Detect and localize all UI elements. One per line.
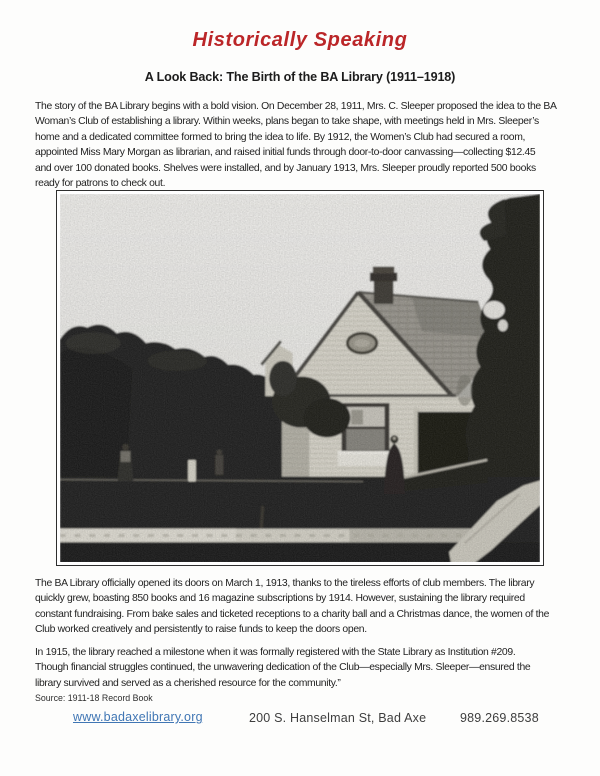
paragraph-1 [35, 99, 575, 191]
text-line: Though financial struggles continued, the unwavering dedication of the Club—especially Mrs. Sleeper—ensured the [35, 662, 531, 674]
article-title: A Look Back: The Birth of the BA Library (1911–1918) [144, 70, 456, 84]
text-line: library survived and served as a cherished resource for the community.” [35, 677, 341, 689]
source-note: Source: 1911-18 Record Book [35, 693, 153, 703]
text-line: The story of the BA Library begins with a bold vision. On December 28, 1911, Mrs. C. Sleeper proposed the idea to the BA [35, 101, 557, 112]
text-line: appointed Miss Mary Morgan as librarian, and raised initial funds through door-to-door canvassing—collecting $12.45 [35, 147, 536, 159]
photo-illustration [60, 194, 540, 562]
text-line: The BA Library officially opened its doors on March 1, 1913, thanks to the tireless efforts of club members. The library [35, 578, 535, 589]
text-line: ready for patrons to check out. [35, 178, 166, 190]
text-line: constant fundraising. From bake sales and ticketed receptions to a charity ball and a Christmas dance, the women of the [35, 608, 550, 620]
footer-address: 200 S. Hanselman St, Bad Axe [249, 711, 427, 725]
text-line: In 1915, the library reached a milestone when it was formally registered with the State Library as Institution #209. [35, 647, 516, 658]
paragraph-2 [35, 576, 575, 638]
text-line: quickly grew, boasting 850 books and 16 magazine subscriptions by 1914. However, sustaining the library required [35, 593, 525, 605]
text-line: home and a dedicated committee formed to bring the idea to life. By 1912, the Women’s Club had secured a room, [35, 131, 526, 143]
website-link[interactable]: www.badaxelibrary.org [73, 710, 203, 724]
text-line: Club worked creatively and persistently to raise funds to keep the doors open. [35, 624, 367, 636]
page-title: Historically Speaking [192, 29, 408, 51]
footer-phone: 989.269.8538 [460, 711, 539, 725]
text-line: and over 100 donated books. Shelves were installed, and by January 1913, Mrs. Sleeper proudly reported 500 books [35, 162, 536, 174]
library-photo [56, 190, 544, 566]
paragraph-3 [35, 645, 575, 691]
text-line: Woman’s Club of establishing a library. Within weeks, plans began to take shape, with meetings held in Mrs. Sleeper’s [35, 116, 539, 128]
